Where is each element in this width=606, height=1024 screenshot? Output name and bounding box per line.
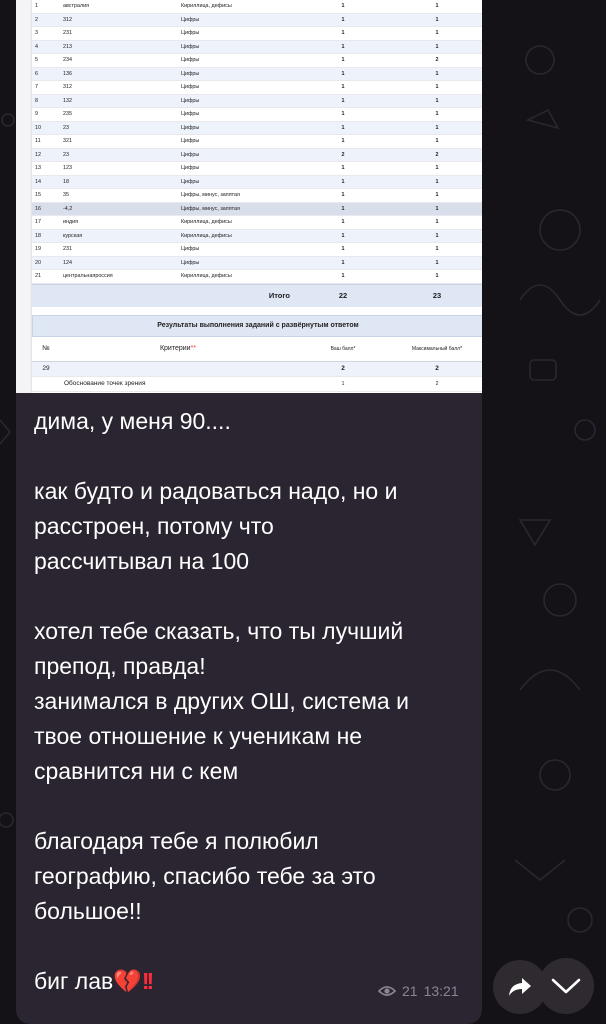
table-cell-num: 8 [32,94,60,108]
table-cell-answer: 132 [60,94,178,108]
table-cell-max: 1 [390,175,482,189]
table-cell-score: 1 [296,216,390,230]
col-num: № [42,344,50,352]
table-row [32,229,482,243]
table-cell-max: 2 [390,54,482,68]
table-cell-score: 1 [296,108,390,122]
table-cell-num: 7 [32,81,60,95]
table-cell-num: 18 [32,229,60,243]
table-cell-answer: 234 [60,54,178,68]
table-cell-num: 5 [32,54,60,68]
table-cell-score: 1 [296,81,390,95]
table-cell-max: 1 [390,216,482,230]
results-table [32,0,482,284]
table-cell-answer: 312 [60,13,178,27]
table-cell-answer: 23 [60,121,178,135]
total-row [32,284,482,307]
table-cell-score: 1 [296,243,390,257]
table-cell-type: Цифры [178,243,296,257]
table-row [32,67,482,81]
table-cell-type: Кириллица, дефисы [178,229,296,243]
table-cell-score: 1 [296,202,390,216]
table-cell-type: Цифры [178,67,296,81]
table-cell-max: 1 [390,256,482,270]
attached-photo[interactable] [16,0,482,393]
table-cell-max: 2 [390,148,482,162]
table-cell-score: 1 [296,0,390,13]
table-cell-type: Цифры, минус, запятая [178,189,296,203]
table-cell-answer: 18 [60,175,178,189]
table-cell-type: Кириллица, дефисы [178,0,296,13]
table-cell-score: 1 [296,135,390,149]
table-cell-type: Цифры, минус, запятая [178,202,296,216]
view-count: 21 [402,983,418,999]
table-cell-type: Цифры [178,94,296,108]
table-cell-type: Цифры [178,13,296,27]
table-cell-num: 20 [32,256,60,270]
table-cell-max: 1 [390,40,482,54]
table-cell-answer: 231 [60,27,178,41]
table-cell-type: Цифры [178,148,296,162]
table-cell-answer: 235 [60,108,178,122]
table-cell-answer: австралия [60,0,178,13]
table-cell-type: Цифры [178,256,296,270]
table-cell-score: 1 [296,256,390,270]
table-row [32,270,482,284]
table-cell-num: 9 [32,108,60,122]
table-row [32,189,482,203]
table-row [32,135,482,149]
task-row: 29 2 2 [32,362,482,377]
table-row [32,81,482,95]
table-cell-num: 12 [32,148,60,162]
table-cell-score: 1 [296,121,390,135]
table-row [32,108,482,122]
table-cell-num: 4 [32,40,60,54]
table-cell-type: Цифры [178,121,296,135]
table-cell-max: 1 [390,13,482,27]
message-paragraph: дима, у меня 90.... [34,408,231,434]
table-row [32,175,482,189]
table-cell-type: Цифры [178,81,296,95]
table-cell-answer: 124 [60,256,178,270]
table-cell-type: Цифры [178,175,296,189]
criteria-row: Обоснование точек зрения 1 2 [32,377,482,392]
table-cell-answer: 136 [60,67,178,81]
table-row [32,13,482,27]
double-exclamation-emoji: !! [141,968,152,994]
scroll-down-button[interactable] [538,958,594,1014]
table-cell-score: 1 [296,162,390,176]
total-max: 23 [432,290,442,300]
table-cell-max: 1 [390,243,482,257]
table-cell-num: 11 [32,135,60,149]
table-cell-max: 1 [390,162,482,176]
table-cell-max: 1 [390,0,482,13]
message-paragraph: как будто и радоваться надо, но и расстроен, потому что рассчитывал на 100 [34,478,398,574]
table-cell-type: Цифры [178,40,296,54]
table-cell-max: 1 [390,270,482,284]
table-cell-num: 17 [32,216,60,230]
table-cell-type: Цифры [178,135,296,149]
table-cell-type: Цифры [178,27,296,41]
table-row [32,162,482,176]
table-cell-num: 1 [32,0,60,13]
table-cell-num: 10 [32,121,60,135]
table-cell-answer: 312 [60,81,178,95]
table-cell-type: Цифры [178,54,296,68]
table-cell-answer: 35 [60,189,178,203]
message-meta [378,980,459,1002]
exam-results-sheet [32,0,482,393]
table-cell-score: 1 [296,13,390,27]
table-cell-max: 1 [390,189,482,203]
table-cell-num: 3 [32,27,60,41]
table-cell-score: 1 [296,229,390,243]
col-max: Максимальный балл* [411,345,463,352]
table-cell-score: 2 [296,148,390,162]
message-paragraph: благодаря тебе я полюбил географию, спасибо тебе за это большое!! [34,828,376,924]
table-row [32,27,482,41]
table-cell-type: Цифры [178,162,296,176]
table-cell-num: 14 [32,175,60,189]
table-row [32,148,482,162]
table-cell-answer: 321 [60,135,178,149]
table-row [32,0,482,13]
table-cell-score: 1 [296,67,390,81]
table-cell-answer: 123 [60,162,178,176]
table-cell-score: 1 [296,94,390,108]
criteria-header [32,337,482,362]
table-cell-type: Кириллица, дефисы [178,270,296,284]
message-time: 13:21 [423,983,459,999]
table-cell-answer: курская [60,229,178,243]
table-cell-max: 1 [390,27,482,41]
chevron-down-icon [551,977,581,995]
table-cell-answer: 231 [60,243,178,257]
table-row [32,216,482,230]
table-cell-score: 1 [296,54,390,68]
col-criteria: Критерии** [159,344,197,352]
criteria-row [32,392,482,394]
table-cell-answer: центральнаяроссия [60,270,178,284]
table-cell-num: 2 [32,13,60,27]
table-row [32,243,482,257]
table-cell-max: 1 [390,229,482,243]
message-paragraph: хотел тебе сказать, что ты лучший препод, правда! занимался в других ОШ, система и твое отношение к ученикам не сравнится ни с кем [34,618,409,784]
message-paragraph: биг лав💔!! [34,968,152,994]
table-cell-max: 1 [390,94,482,108]
total-label: Итого [268,290,290,300]
eye-icon [378,984,396,998]
table-row [32,94,482,108]
table-cell-answer: 23 [60,148,178,162]
table-cell-score: 1 [296,189,390,203]
table-row [32,121,482,135]
table-cell-answer: индия [60,216,178,230]
table-cell-num: 13 [32,162,60,176]
extended-section-title: Результаты выполнения заданий с развёрнутым ответом [32,315,482,337]
table-row [32,202,482,216]
table-row [32,256,482,270]
table-cell-max: 1 [390,67,482,81]
table-cell-score: 1 [296,175,390,189]
table-cell-score: 1 [296,270,390,284]
total-score: 22 [338,290,348,300]
share-arrow-icon [508,976,532,998]
table-cell-answer: 213 [60,40,178,54]
table-cell-score: 1 [296,40,390,54]
table-cell-num: 19 [32,243,60,257]
table-cell-answer: -4,2 [60,202,178,216]
broken-heart-emoji: 💔 [113,968,142,994]
message-text [34,404,474,999]
table-cell-max: 1 [390,135,482,149]
table-cell-num: 15 [32,189,60,203]
table-cell-num: 6 [32,67,60,81]
col-score: Ваш балл* [330,345,356,352]
table-cell-max: 1 [390,108,482,122]
table-row [32,54,482,68]
table-cell-score: 1 [296,27,390,41]
table-cell-max: 1 [390,121,482,135]
table-cell-type: Кириллица, дефисы [178,216,296,230]
table-cell-max: 1 [390,202,482,216]
table-cell-num: 16 [32,202,60,216]
table-cell-num: 21 [32,270,60,284]
table-cell-max: 1 [390,81,482,95]
table-cell-type: Цифры [178,108,296,122]
table-row [32,40,482,54]
